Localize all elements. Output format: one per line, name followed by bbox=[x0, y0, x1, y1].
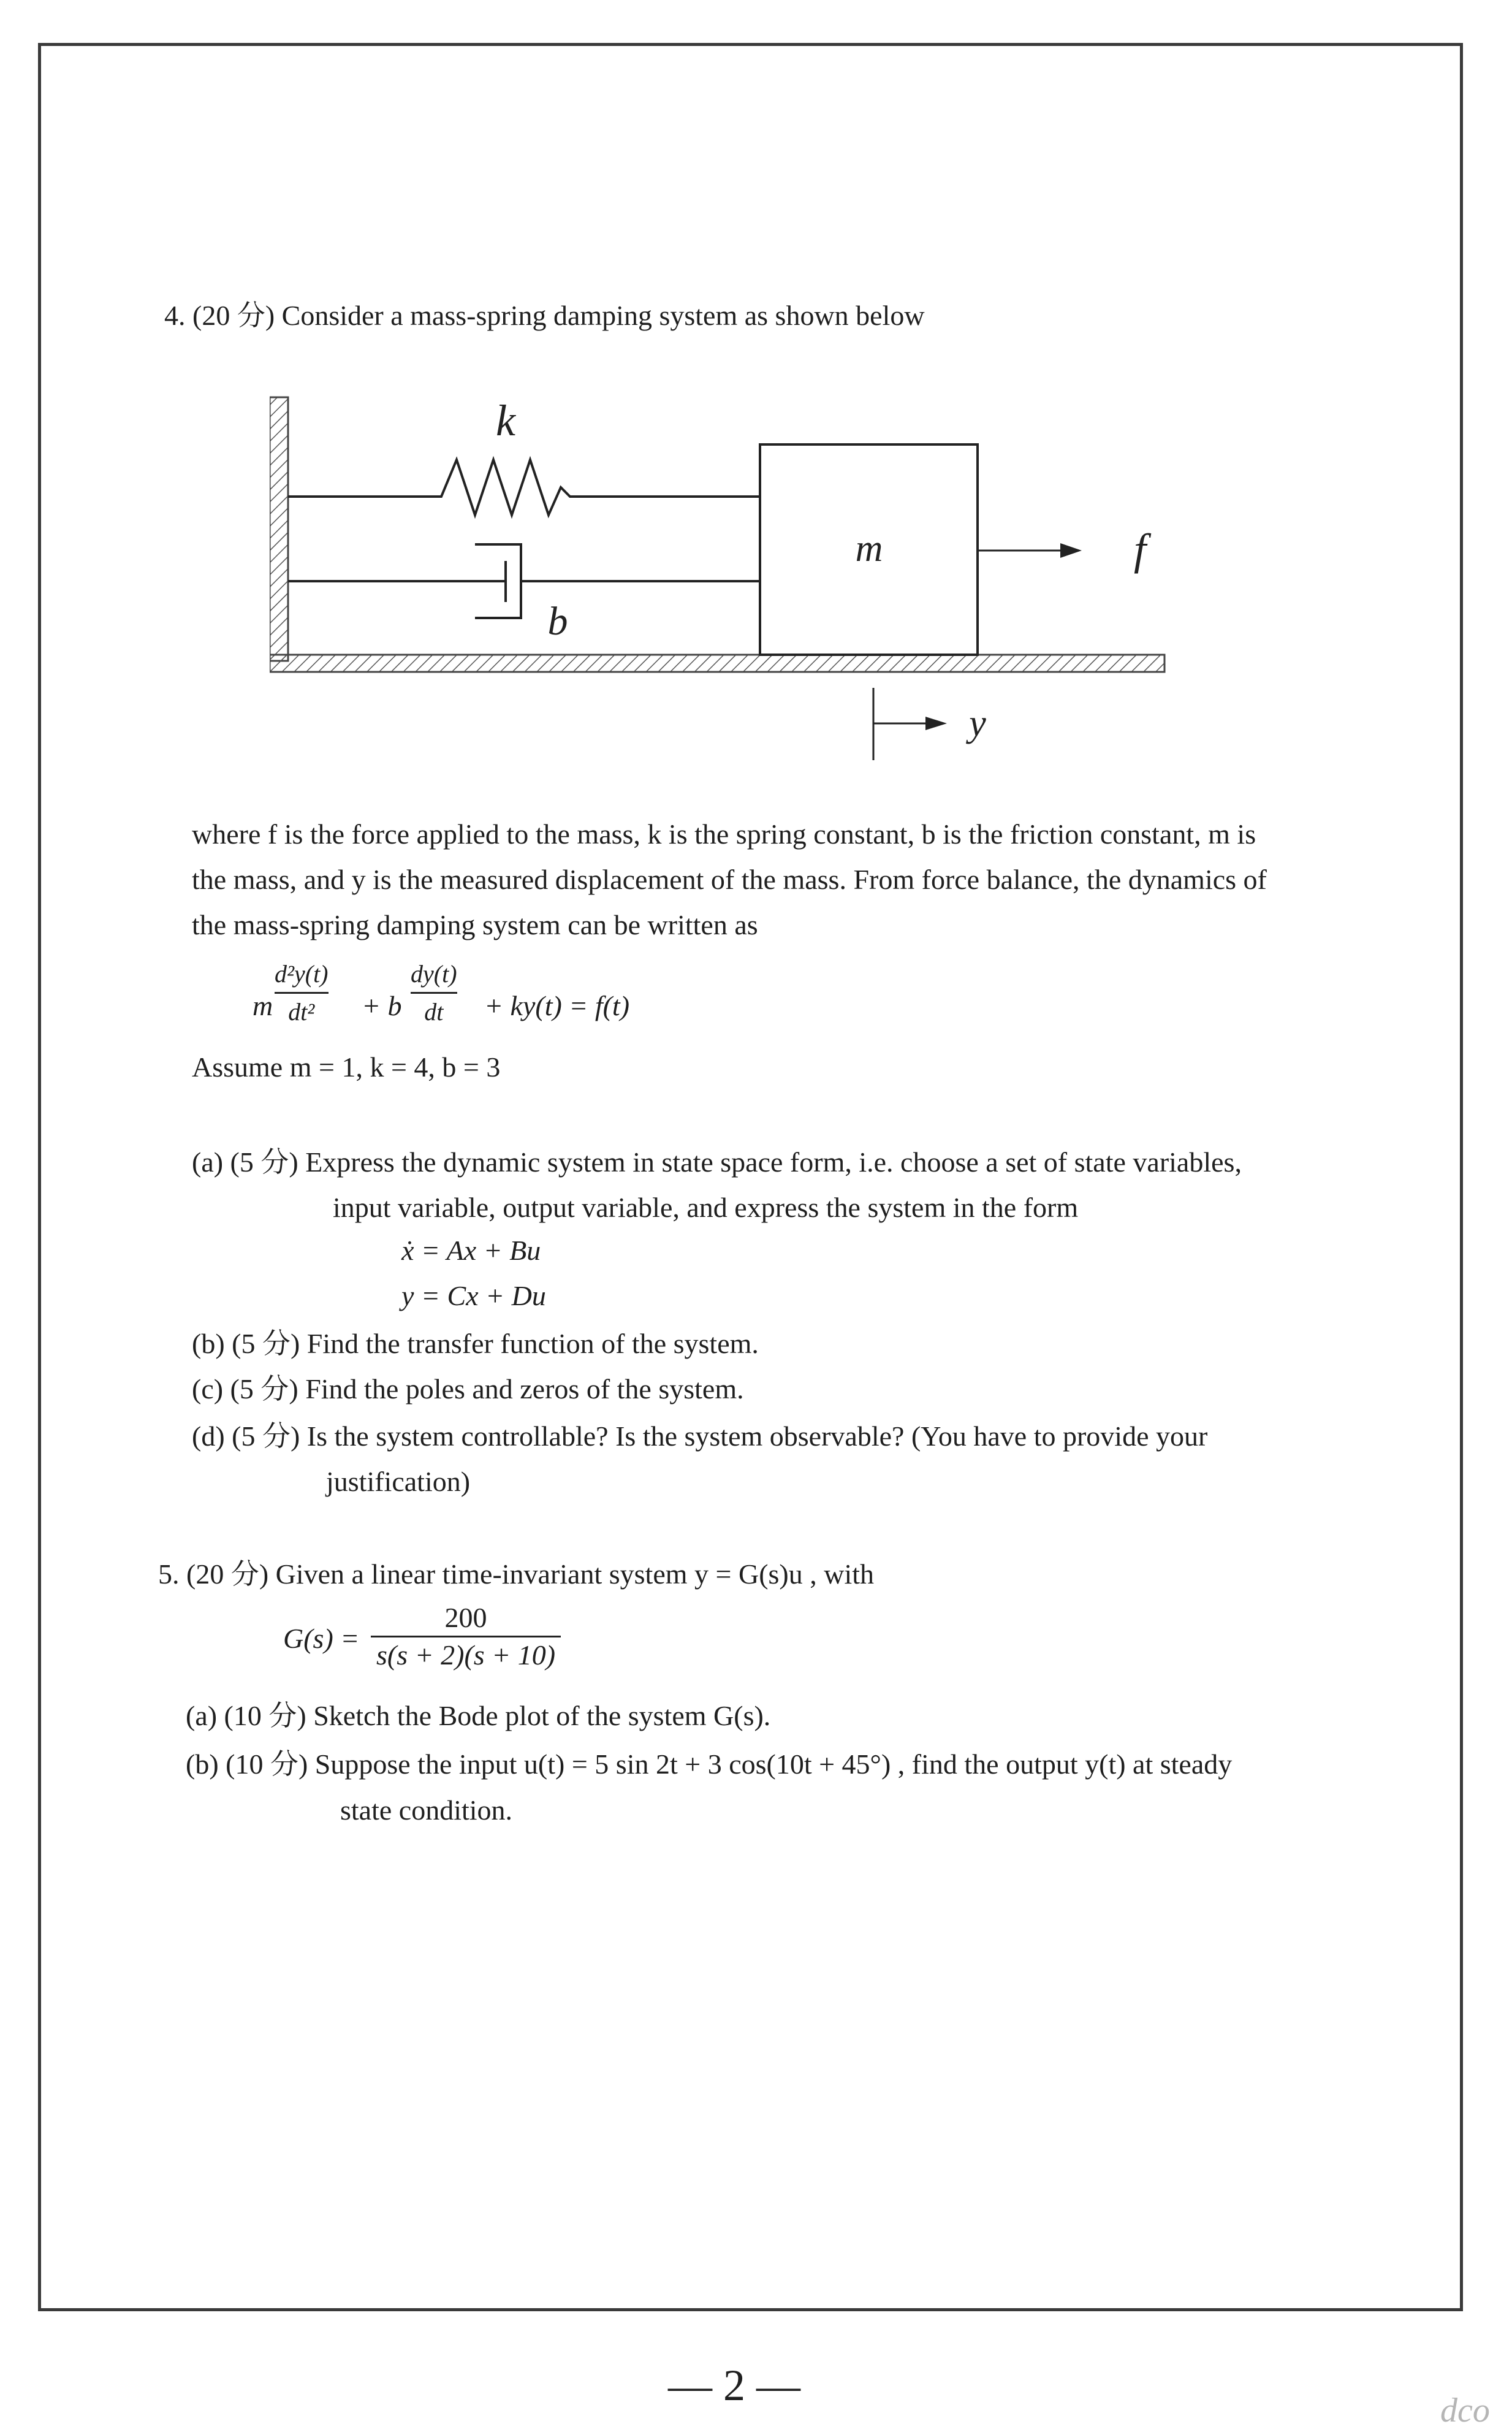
q4-description-line2: the mass, and y is the measured displacement of the mass. From force balance, the dynamics of bbox=[192, 864, 1267, 895]
spring bbox=[288, 460, 760, 515]
eq-frac2-den: dt bbox=[424, 998, 444, 1026]
corner-mark: dco bbox=[1440, 2392, 1490, 2430]
state-equation: ẋ = Ax + Bu bbox=[401, 1235, 541, 1266]
eq-m: m bbox=[253, 990, 273, 1021]
eq-frac-second-derivative bbox=[275, 959, 329, 1026]
wall bbox=[270, 397, 288, 661]
force-arrow bbox=[978, 543, 1082, 558]
q4-header: 4. (20 分) Consider a mass-spring damping system as shown below bbox=[164, 300, 925, 331]
eq-frac1-den: dt² bbox=[288, 998, 315, 1026]
q4d-line2: justification) bbox=[326, 1466, 471, 1497]
g-denominator: s(s + 2)(s + 10) bbox=[376, 1639, 556, 1671]
floor bbox=[270, 655, 1164, 672]
q5b-line1: (b) (10 分) Suppose the input u(t) = 5 sin 2t + 3 cos(10t + 45°) , find the output y(t) at steady bbox=[186, 1748, 1233, 1780]
q4d-line1: (d) (5 分) Is the system controllable? Is the system observable? (You have to provide your bbox=[192, 1420, 1208, 1452]
eq-frac2-num: dy(t) bbox=[411, 960, 457, 988]
q4-description-line3: the mass-spring damping system can be written as bbox=[192, 909, 758, 940]
eq-rest: + ky(t) = f(t) bbox=[484, 990, 630, 1021]
label-m: m bbox=[855, 528, 883, 570]
q4a-line2: input variable, output variable, and express the system in the form bbox=[333, 1192, 1079, 1223]
eq-plus-b: + b bbox=[362, 990, 402, 1021]
output-equation: y = Cx + Du bbox=[401, 1280, 546, 1311]
g-fraction bbox=[371, 1604, 561, 1669]
label-y: y bbox=[969, 703, 986, 744]
q4-description-line1: where f is the force applied to the mass, k is the spring constant, b is the friction constant, m is bbox=[192, 818, 1256, 850]
q5a: (a) (10 分) Sketch the Bode plot of the system G(s). bbox=[186, 1700, 771, 1731]
q5-header: 5. (20 分) Given a linear time-invariant system y = G(s)u , with bbox=[158, 1558, 875, 1590]
q5b-line2: state condition. bbox=[340, 1794, 513, 1826]
mass-spring-damper-diagram bbox=[270, 380, 1171, 772]
label-b: b bbox=[547, 599, 568, 644]
page-number: — 2 — bbox=[668, 2361, 800, 2410]
q4b: (b) (5 分) Find the transfer function of the system. bbox=[192, 1328, 759, 1359]
label-f: f bbox=[1133, 525, 1147, 574]
displacement-arrow bbox=[873, 688, 947, 760]
g-lhs: G(s) = bbox=[283, 1623, 360, 1654]
eq-frac1-num: d²y(t) bbox=[275, 960, 329, 988]
label-k: k bbox=[496, 396, 515, 445]
q4a-line1: (a) (5 分) Express the dynamic system in state space form, i.e. choose a set of state variables, bbox=[192, 1146, 1242, 1178]
g-numerator: 200 bbox=[444, 1602, 487, 1633]
eq-frac-first-derivative bbox=[411, 959, 457, 1026]
q4c: (c) (5 分) Find the poles and zeros of the system. bbox=[192, 1373, 744, 1405]
damper bbox=[288, 544, 760, 618]
q4-assumption: Assume m = 1, k = 4, b = 3 bbox=[192, 1051, 501, 1083]
